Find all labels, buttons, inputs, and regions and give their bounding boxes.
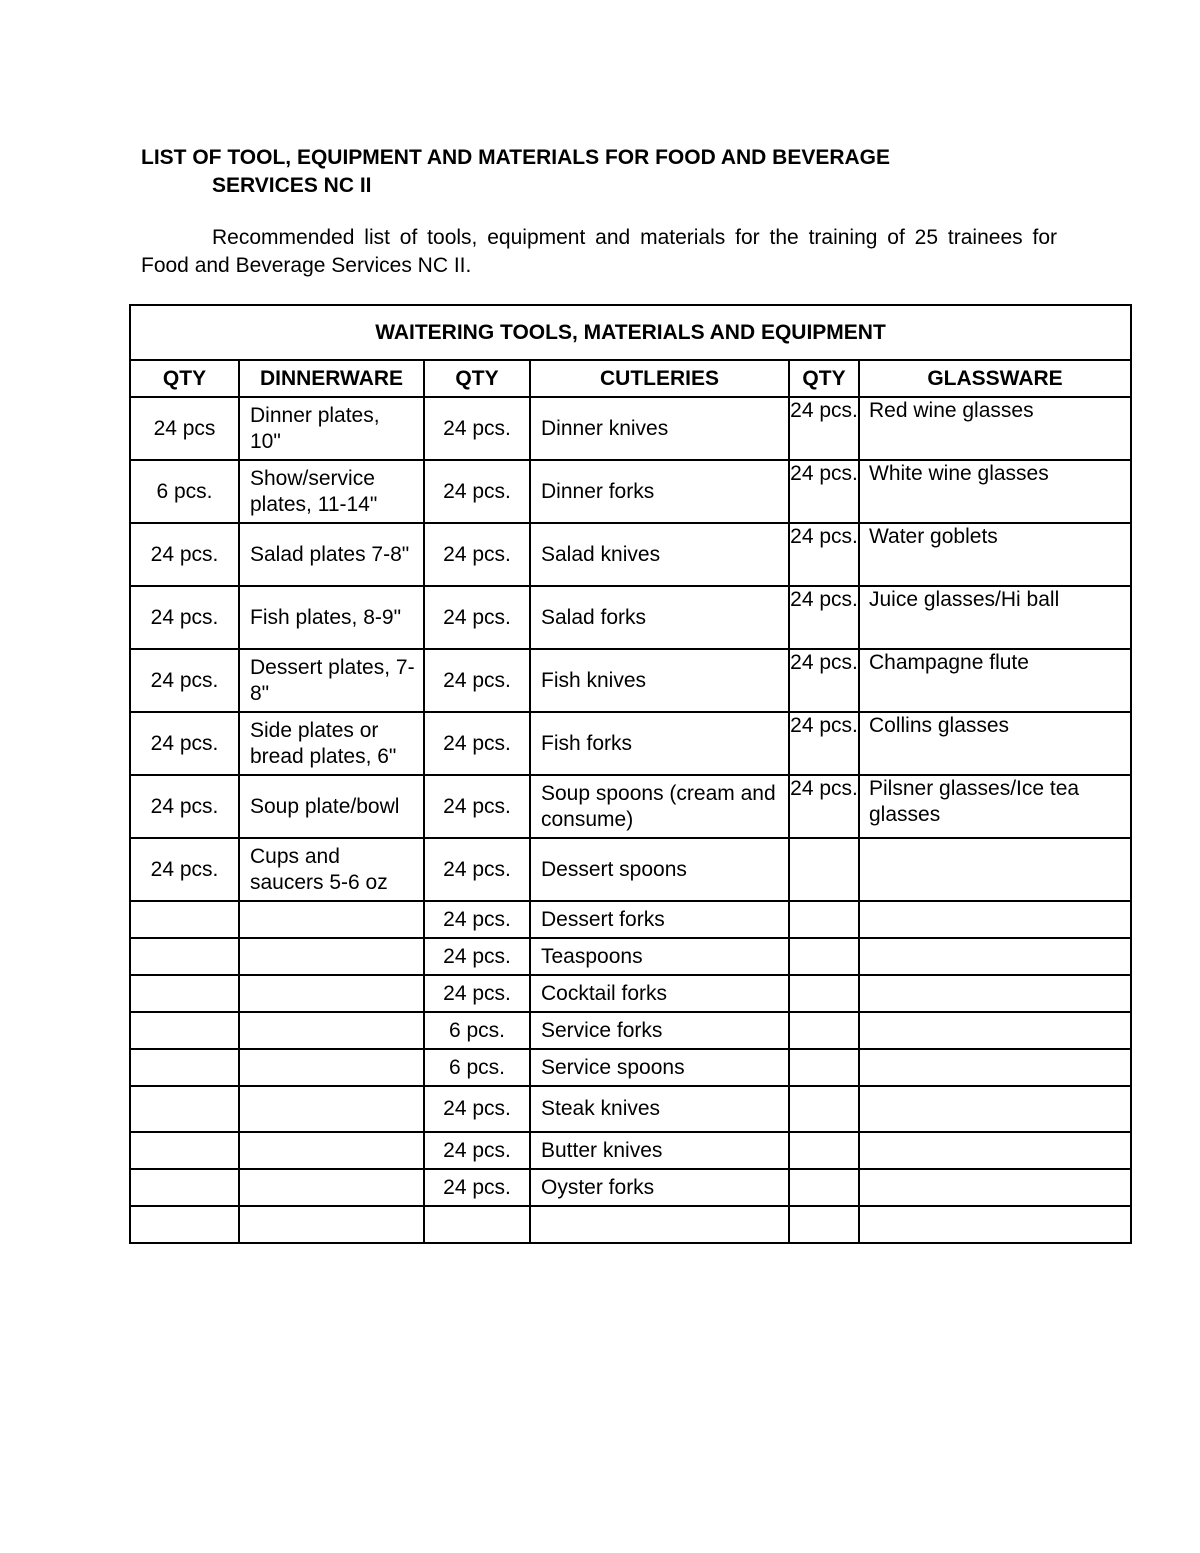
cutlery-qty-cell: 24 pcs. [424,460,530,523]
glassware-cell: Champagne flute [859,649,1131,712]
table-row [130,1169,1131,1206]
dinnerware-qty-cell [130,1012,239,1049]
glassware-cell [859,1169,1131,1206]
table-body [130,397,1131,1243]
title-line-1: LIST OF TOOL, EQUIPMENT AND MATERIALS FOR FOOD AND BEVERAGE [141,146,891,169]
glassware-cell [859,1049,1131,1086]
cutlery-cell: Dessert forks [530,901,789,938]
glassware-cell [859,1132,1131,1169]
cutlery-qty-cell: 24 pcs. [424,838,530,901]
glassware-cell [859,1206,1131,1243]
cutlery-cell: Fish forks [530,712,789,775]
intro-paragraph [141,224,1057,280]
dinnerware-qty-cell: 24 pcs [130,397,239,460]
dinnerware-cell [239,1049,424,1086]
dinnerware-qty-cell: 24 pcs. [130,586,239,649]
table-row [130,838,1131,901]
dinnerware-cell: Side plates or bread plates, 6" [239,712,424,775]
intro-text: Recommended list of tools, equipment and materials for the training of 25 trainees for Food and Beverage Services NC II. [141,226,1057,277]
table-row [130,938,1131,975]
glassware-cell [859,938,1131,975]
cutlery-qty-cell: 6 pcs. [424,1049,530,1086]
cutlery-cell: Salad knives [530,523,789,586]
table-row [130,1132,1131,1169]
glassware-qty-cell [789,838,859,901]
cutlery-cell: Teaspoons [530,938,789,975]
glassware-qty-cell [789,1132,859,1169]
cutlery-qty-cell: 24 pcs. [424,586,530,649]
cutlery-qty-cell: 24 pcs. [424,775,530,838]
dinnerware-qty-cell [130,1049,239,1086]
cutlery-cell: Dinner knives [530,397,789,460]
dinnerware-cell: Show/service plates, 11-14" [239,460,424,523]
glassware-qty-cell: 24 pcs. [789,649,859,712]
dinnerware-cell: Cups and saucers 5-6 oz [239,838,424,901]
glassware-qty-cell [789,901,859,938]
cutlery-cell: Oyster forks [530,1169,789,1206]
dinnerware-qty-cell: 24 pcs. [130,838,239,901]
dinnerware-qty-cell [130,1169,239,1206]
dinnerware-cell [239,938,424,975]
table-row [130,460,1131,523]
table-row [130,1049,1131,1086]
cutlery-cell: Service spoons [530,1049,789,1086]
table-row [130,712,1131,775]
cutlery-qty-cell: 24 pcs. [424,901,530,938]
title-line-2: SERVICES NC II [212,174,372,197]
cutlery-cell: Salad forks [530,586,789,649]
header-qty-glassware: QTY [789,360,859,397]
glassware-qty-cell [789,1086,859,1132]
dinnerware-cell: Soup plate/bowl [239,775,424,838]
glassware-qty-cell: 24 pcs. [789,586,859,649]
cutlery-qty-cell: 24 pcs. [424,975,530,1012]
cutlery-cell: Cocktail forks [530,975,789,1012]
cutlery-cell: Butter knives [530,1132,789,1169]
glassware-cell [859,1086,1131,1132]
glassware-qty-cell [789,938,859,975]
dinnerware-qty-cell: 24 pcs. [130,649,239,712]
cutlery-qty-cell: 24 pcs. [424,938,530,975]
cutlery-cell: Dinner forks [530,460,789,523]
cutlery-qty-cell [424,1206,530,1243]
table-row [130,1012,1131,1049]
dinnerware-qty-cell: 6 pcs. [130,460,239,523]
table-row [130,1086,1131,1132]
glassware-qty-cell [789,1049,859,1086]
glassware-cell: Collins glasses [859,712,1131,775]
dinnerware-cell: Salad plates 7-8" [239,523,424,586]
cutlery-cell: Steak knives [530,1086,789,1132]
dinnerware-cell [239,1012,424,1049]
glassware-qty-cell: 24 pcs. [789,775,859,838]
dinnerware-qty-cell [130,901,239,938]
glassware-qty-cell [789,1206,859,1243]
glassware-cell [859,901,1131,938]
header-qty-dinnerware: QTY [130,360,239,397]
glassware-qty-cell [789,1012,859,1049]
cutlery-cell: Service forks [530,1012,789,1049]
cutlery-qty-cell: 24 pcs. [424,1132,530,1169]
cutlery-cell [530,1206,789,1243]
glassware-qty-cell: 24 pcs. [789,712,859,775]
dinnerware-cell: Dessert plates, 7-8" [239,649,424,712]
table-row [130,397,1131,460]
glassware-qty-cell: 24 pcs. [789,523,859,586]
dinnerware-qty-cell: 24 pcs. [130,775,239,838]
table-row [130,775,1131,838]
glassware-cell: White wine glasses [859,460,1131,523]
dinnerware-qty-cell [130,1206,239,1243]
table-row [130,523,1131,586]
dinnerware-cell [239,1169,424,1206]
glassware-cell: Red wine glasses [859,397,1131,460]
cutlery-qty-cell: 24 pcs. [424,1169,530,1206]
table-caption: WAITERING TOOLS, MATERIALS AND EQUIPMENT [130,305,1131,360]
cutlery-qty-cell: 6 pcs. [424,1012,530,1049]
cutlery-qty-cell: 24 pcs. [424,397,530,460]
cutlery-qty-cell: 24 pcs. [424,523,530,586]
table-header-row [130,360,1131,397]
glassware-cell [859,975,1131,1012]
table-row [130,586,1131,649]
cutlery-qty-cell: 24 pcs. [424,649,530,712]
dinnerware-cell [239,975,424,1012]
glassware-qty-cell [789,975,859,1012]
cutlery-qty-cell: 24 pcs. [424,712,530,775]
dinnerware-qty-cell [130,975,239,1012]
header-dinnerware: DINNERWARE [239,360,424,397]
glassware-qty-cell: 24 pcs. [789,460,859,523]
glassware-qty-cell [789,1169,859,1206]
dinnerware-cell [239,1132,424,1169]
header-cutleries: CUTLERIES [530,360,789,397]
dinnerware-qty-cell [130,1086,239,1132]
dinnerware-qty-cell: 24 pcs. [130,712,239,775]
table-row [130,649,1131,712]
glassware-cell: Water goblets [859,523,1131,586]
cutlery-cell: Soup spoons (cream and consume) [530,775,789,838]
header-glassware: GLASSWARE [859,360,1131,397]
table-row [130,975,1131,1012]
dinnerware-cell: Fish plates, 8-9" [239,586,424,649]
dinnerware-qty-cell [130,1132,239,1169]
table-row [130,1206,1131,1243]
glassware-cell: Juice glasses/Hi ball [859,586,1131,649]
waitering-tools-table [129,304,1132,1244]
glassware-cell [859,1012,1131,1049]
cutlery-cell: Dessert spoons [530,838,789,901]
document-title [141,144,1101,200]
dinnerware-cell [239,1086,424,1132]
cutlery-cell: Fish knives [530,649,789,712]
dinnerware-qty-cell: 24 pcs. [130,523,239,586]
glassware-cell: Pilsner glasses/Ice tea glasses [859,775,1131,838]
dinnerware-cell: Dinner plates, 10" [239,397,424,460]
dinnerware-cell [239,901,424,938]
table-row [130,901,1131,938]
glassware-cell [859,838,1131,901]
glassware-qty-cell: 24 pcs. [789,397,859,460]
cutlery-qty-cell: 24 pcs. [424,1086,530,1132]
dinnerware-cell [239,1206,424,1243]
header-qty-cutleries: QTY [424,360,530,397]
dinnerware-qty-cell [130,938,239,975]
